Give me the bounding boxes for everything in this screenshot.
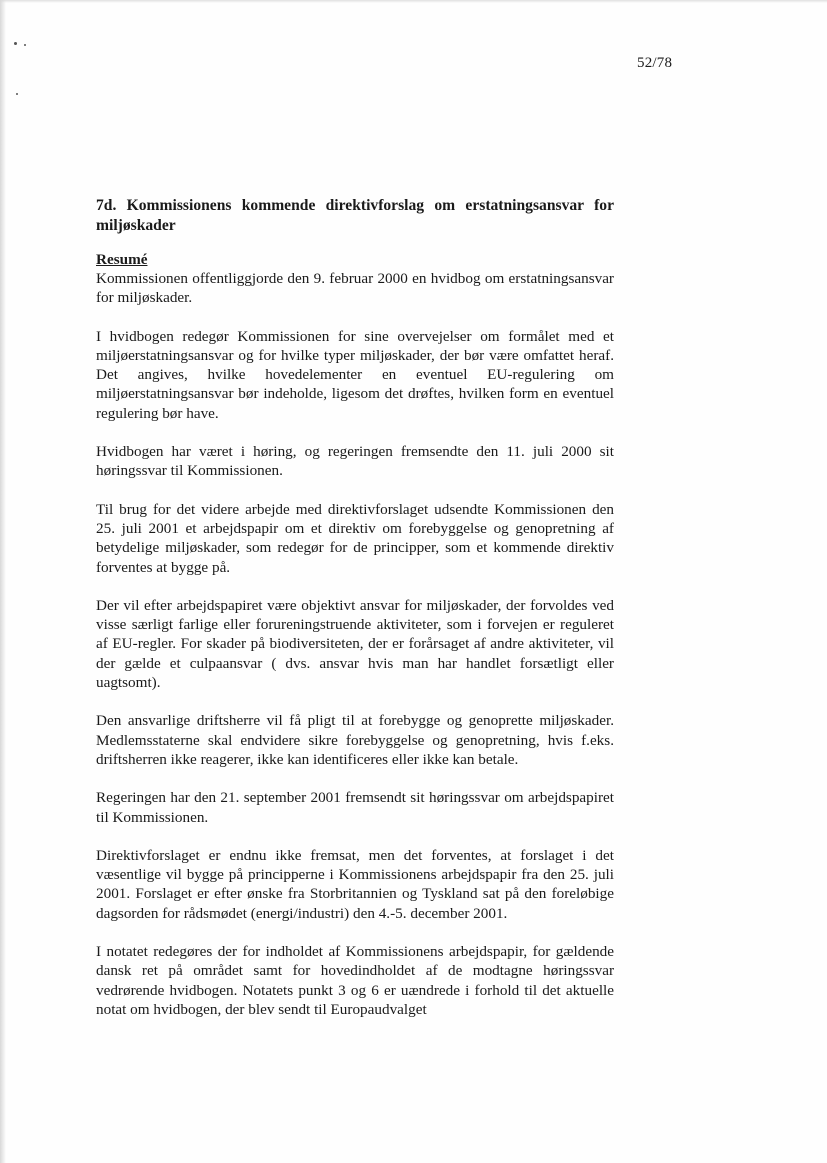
scan-left-edge — [0, 0, 6, 1163]
scan-speck — [24, 44, 26, 46]
scan-speck — [16, 93, 18, 95]
scan-speck — [14, 42, 17, 45]
paragraph: Der vil efter arbejdspapiret være objektivt ansvar for miljøskader, der forvoldes ved visse særligt farlige eller forureningstruende aktiviteter, som i forvejen er reguleret af EU-regler. For skader på biodiversiteten, der er forårsaget af andre aktiviteter, vil der gælde et culpaansvar ( dvs. ansvar hvis man har handlet forsætligt eller uagtsomt). — [96, 596, 614, 692]
scan-top-edge — [0, 0, 827, 3]
paragraph: Regeringen har den 21. september 2001 fremsendt sit høringssvar om arbejdspapiret til Kommissionen. — [96, 789, 614, 826]
paragraph: Direktivforslaget er endnu ikke fremsat, men det forventes, at forslaget i det væsentlige vil bygge på principperne i Kommissionens arbejdspapir fra den 25. juli 2001. Forslaget er efter ønske fra Storbritannien og Tyskland sat på den foreløbige dagsorden for rådsmødet (energi/industri) den 4.-5. december 2001. — [96, 846, 614, 922]
paragraph: Kommissionen offentliggjorde den 9. februar 2000 en hvidbog om erstatningsansvar for miljøskader. — [96, 270, 614, 307]
paragraph: Den ansvarlige driftsherre vil få pligt til at forebygge og genoprette miljøskader. Medlemsstaterne skal endvidere sikre forebyggelse og genopretning, hvis f.eks. driftsherren ikke reagerer, ikke kan identificeres eller ikke kan betale. — [96, 712, 614, 768]
paragraph: Hvidbogen har været i høring, og regeringen fremsendte den 11. juli 2000 sit høringssvar til Kommissionen. — [96, 443, 614, 480]
page-number: 52/78 — [637, 55, 673, 71]
paragraph: I notatet redegøres der for indholdet af Kommissionens arbejdspapir, for gældende dansk ret på området samt for hovedindholdet af de modtagne høringssvar vedrørende hvidbogen. Notatets punkt 3 og 6 er uændrede i forhold til det aktuelle notat om hvidbogen, der blev sendt til Europaudvalget — [96, 943, 614, 1018]
paragraph: I hvidbogen redegør Kommissionen for sine overvejelser om formålet med et miljøerstatningsansvar og for hvilke typer miljøskader, der bør være omfattet heraf. Det angives, hvilke hovedelementer en eventuel EU-regulering om miljøerstatningsansvar bør indeholde, ligesom det drøftes, hvilken form en eventuel regulering bør have. — [96, 327, 614, 422]
section-heading: 7d. Kommissionens kommende direktivforslag om erstatningsansvar for miljøskader — [96, 197, 614, 234]
paragraph: Til brug for det videre arbejde med direktivforslaget udsendte Kommissionen den 25. juli 2001 et arbejdspapir om et direktiv om forebyggelse og genopretning af betydelige miljøskader, som redegør for de principper, som et kommende direktiv forventes at bygge på. — [96, 500, 614, 576]
document-body — [96, 196, 614, 1038]
summary-heading: Resumé — [96, 251, 148, 268]
